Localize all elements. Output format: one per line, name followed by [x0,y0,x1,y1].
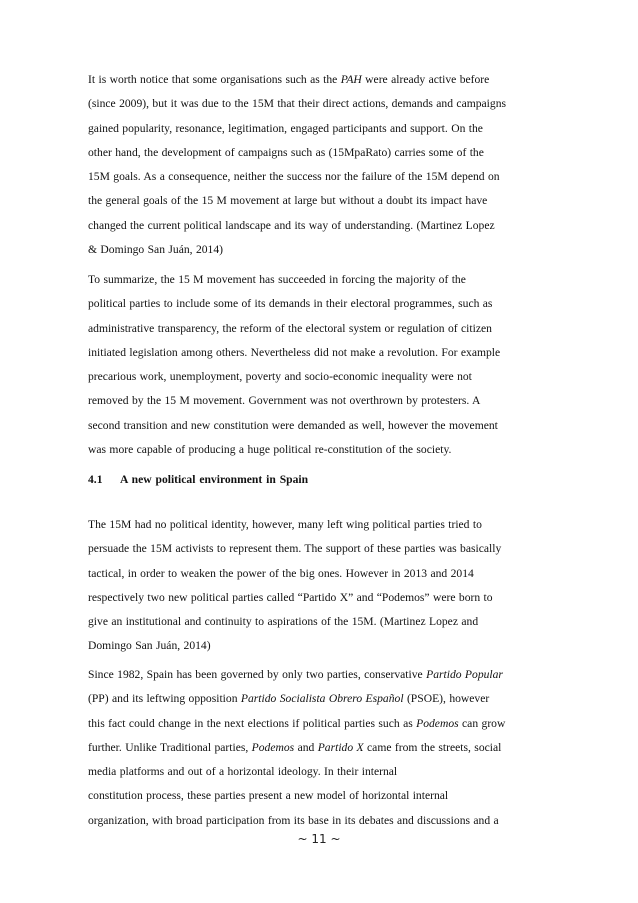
text-line: organization, with broad participation from its base in its debates and discussions and a [88,813,499,827]
text-line: (since 2009), but it was due to the 15M that their direct actions, demands and campaigns [88,97,507,111]
paragraph-2 [88,268,550,462]
text-line: 15M goals. As a consequence, neither the success nor the failure of the 15M depend on [88,170,500,184]
text-line: second transition and new constitution were demanded as well, however the movement [88,418,498,432]
text-line: other hand, the development of campaigns such as (15MpaRato) carries some of the [88,145,484,159]
page-number: ~ 11 ~ [297,832,341,846]
italic-term: Partido Popular [426,668,503,681]
text-line: & Domingo San Juán, 2014) [88,243,223,257]
italic-term: Podemos [251,740,295,754]
text-line: constitution process, these parties present a new model of horizontal internal [88,789,449,803]
text-line: administrative transparency, the reform of the electoral system or regulation of citizen [88,321,492,335]
italic-term: PAH [340,73,362,86]
text-line: tactical, in order to weaken the power of the big ones. However in 2013 and 2014 [88,566,474,580]
paragraph-4 [88,663,550,833]
text-line: Domingo San Juán, 2014) [88,639,211,653]
text-line: Since 1982, Spain has been governed by only two parties, conservative Partido Popular [88,668,503,681]
italic-term: Partido X [317,740,364,754]
text-line: The 15M had no political identity, however, many left wing political parties tried to [88,518,482,531]
italic-term: Partido Socialista Obrero Español [240,692,404,706]
text-line: media platforms and out of a horizontal ideology. In their internal [88,765,398,779]
section-number: 4.1 [88,473,103,486]
text-line: removed by the 15 M movement. Government was not overthrown by protesters. A [88,394,481,408]
section-title: A new political environment in Spain [120,473,309,486]
italic-term: Podemos [416,716,459,730]
text-line: respectively two new political parties called “Partido X” and “Podemos” were born to [88,590,493,604]
text-line: was more capable of producing a huge political re-constitution of the society. [88,443,452,457]
text-line: the general goals of the 15 M movement at large but without a doubt its impact have [88,194,488,208]
text-line: further. Unlike Traditional parties, Podemos and Partido X came from the streets, social [88,740,502,754]
text-line: gained popularity, resonance, legitimation, engaged participants and support. On the [88,121,483,135]
text-line: To summarize, the 15 M movement has succeeded in forcing the majority of the [88,273,466,286]
text-line: initiated legislation among others. Nevertheless did not make a revolution. For example [88,345,501,359]
text-line: precarious work, unemployment, poverty and socio-economic inequality were not [88,370,472,384]
text-line: changed the current political landscape and its way of understanding. (Martinez Lopez [88,218,495,232]
section-heading [88,468,550,492]
paragraph-3 [88,513,550,659]
text-line: It is worth notice that some organisations such as the PAH were already active before [88,73,490,86]
text-line: (PP) and its leftwing opposition Partido Socialista Obrero Español (PSOE), however [88,692,490,706]
text-line: give an institutional and continuity to aspirations of the 15M. (Martinez Lopez and [88,615,479,629]
text-line: this fact could change in the next elections if political parties such as Podemos can grow [88,716,506,730]
paragraph-1 [88,68,550,262]
text-line: persuade the 15M activists to represent them. The support of these parties was basically [88,542,502,556]
text-line: political parties to include some of its demands in their electoral programmes, such as [88,297,493,311]
